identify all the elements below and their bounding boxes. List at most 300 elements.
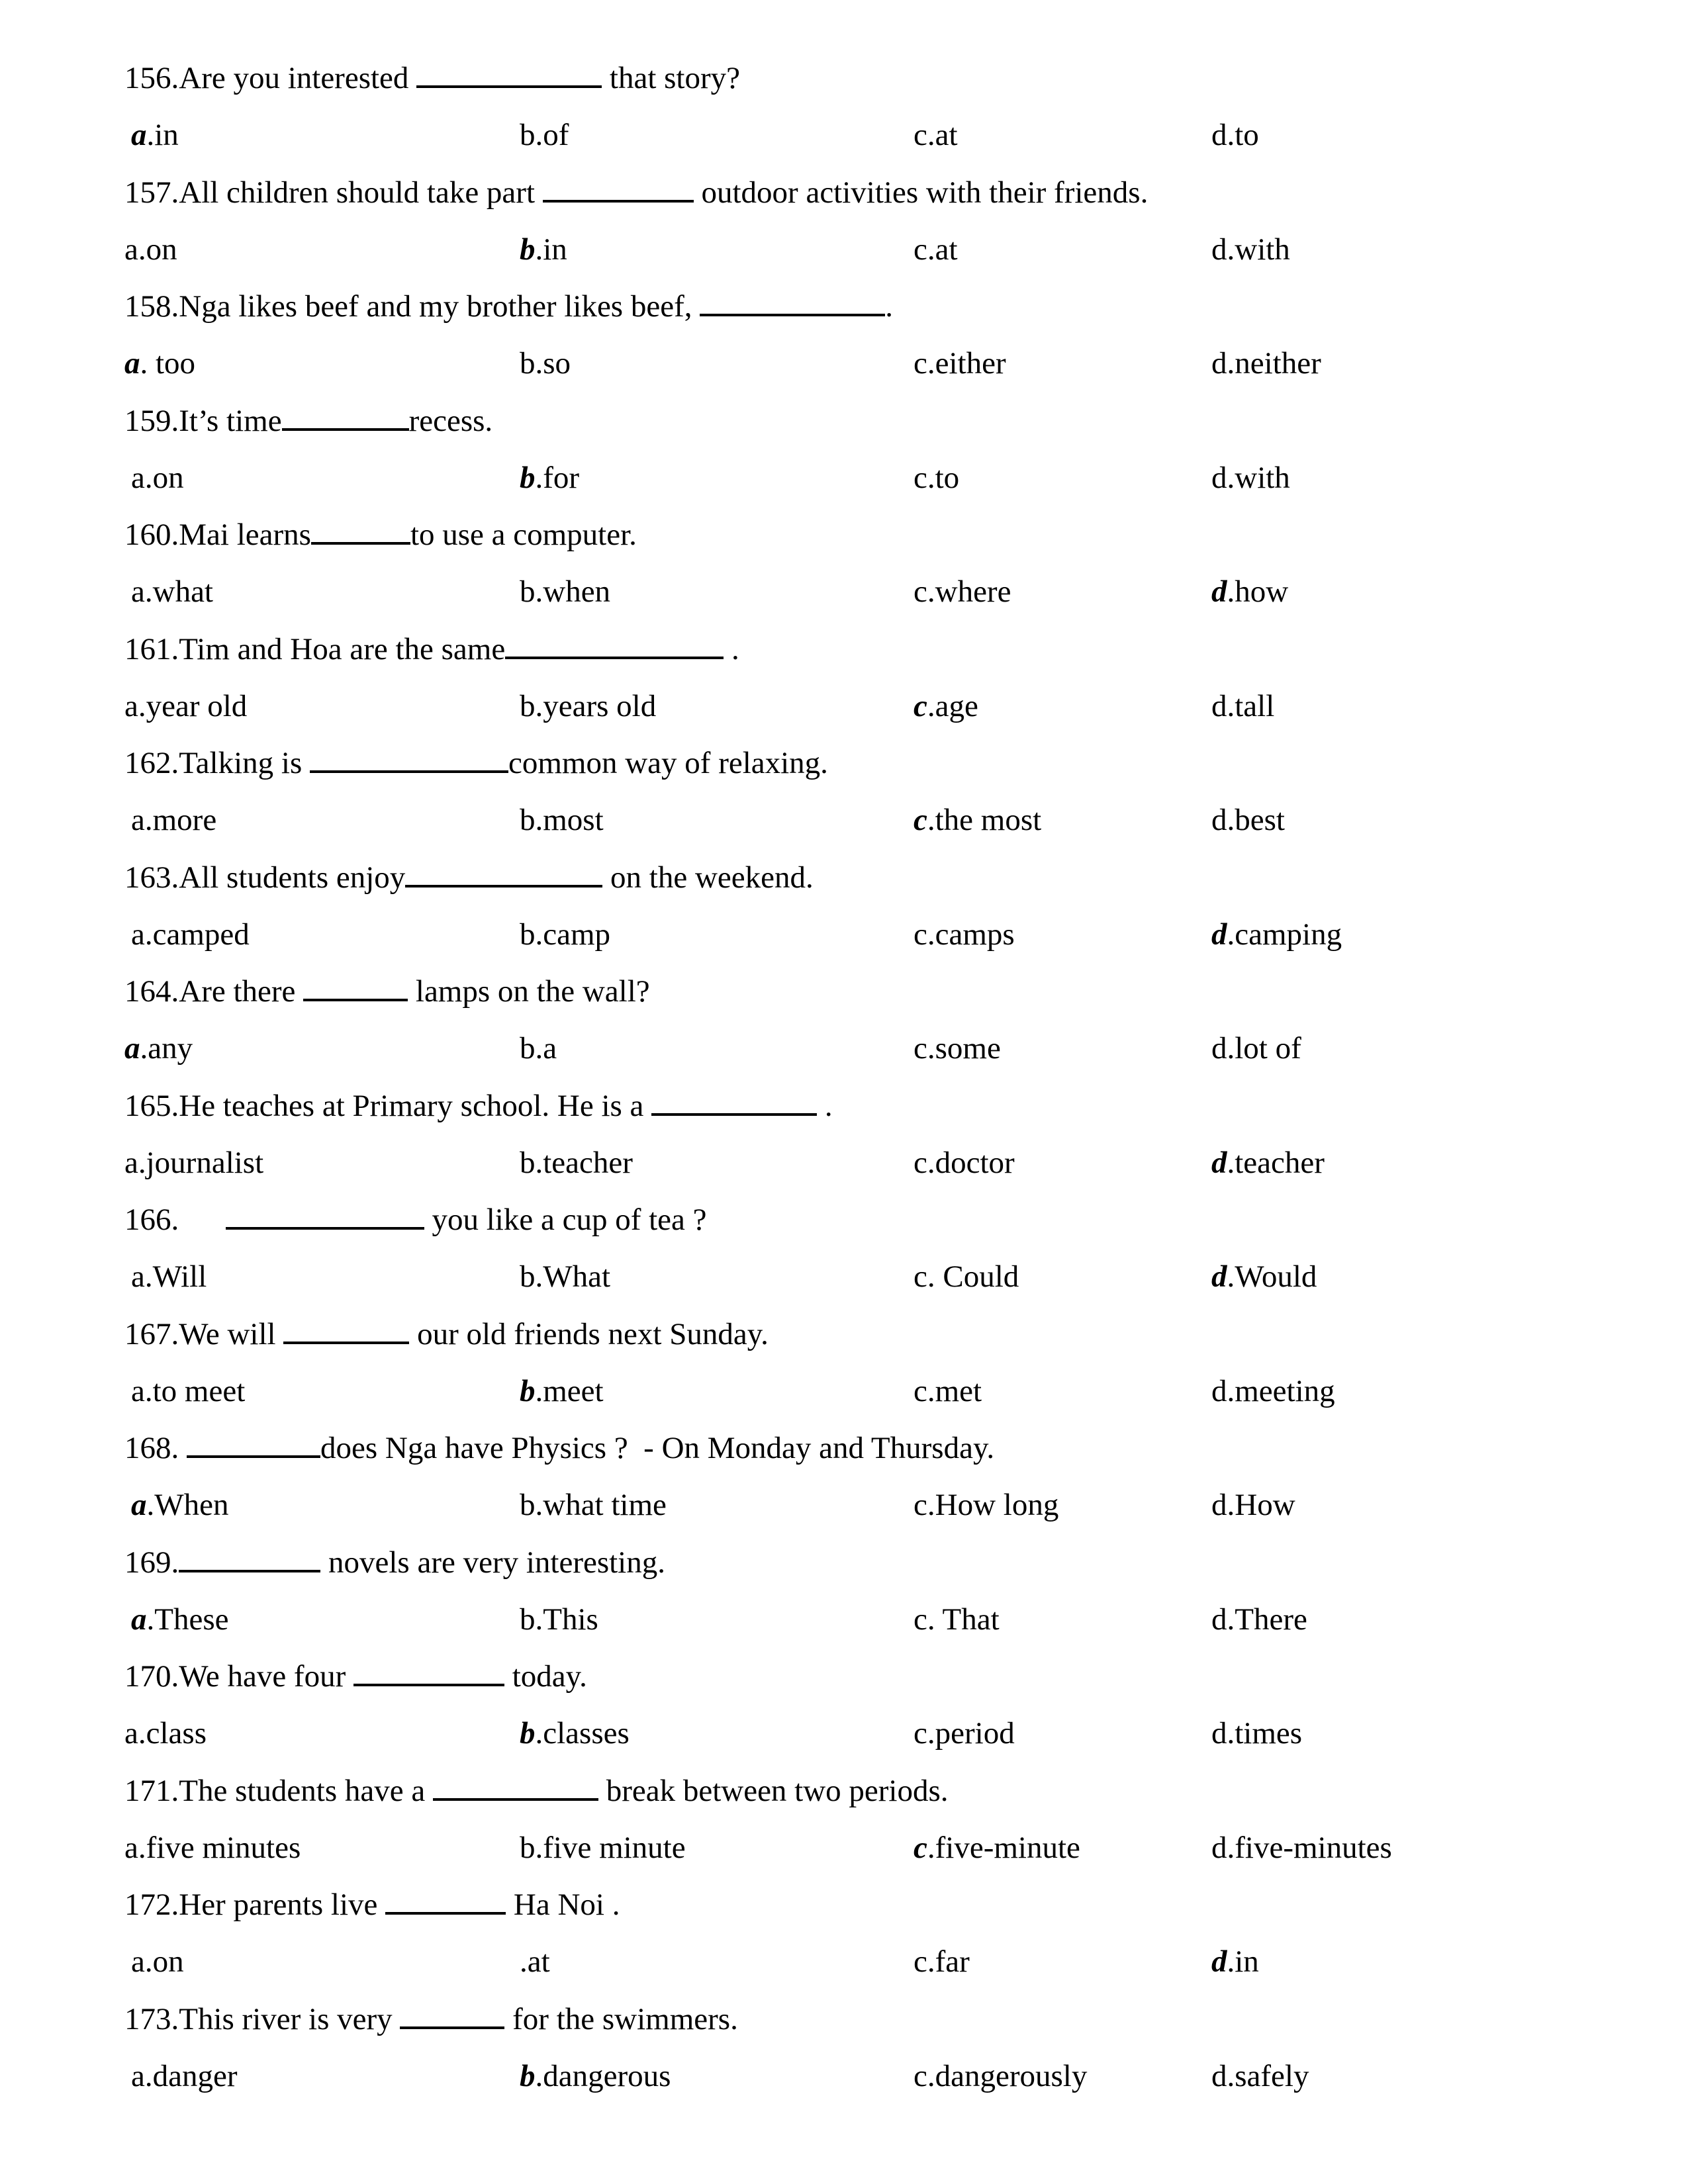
option-text: .dangerously [927,2058,1088,2093]
option-letter: c [914,1031,927,1066]
option-text: .Would [1227,1259,1317,1294]
question-text: 173.This river is very [124,2001,400,2036]
answer-option [131,451,184,504]
option-letter: a [124,1716,138,1751]
answer-blank [505,631,724,659]
question-text: 157.All children should take part [124,175,543,210]
option-text: .so [535,346,571,381]
answer-option [1211,1479,1295,1531]
option-letter: a [124,1145,138,1180]
option-letter: c [914,232,927,267]
option-text: .the most [927,803,1042,837]
answer-option [914,794,1041,846]
question-stem [124,1650,587,1703]
option-text: .These [146,1602,229,1637]
option-text: .at [520,1944,550,1979]
option-letter: d [1211,688,1227,723]
question-stem [124,166,1148,219]
option-text: .camped [144,917,250,952]
question-text: . [724,631,739,666]
answer-option [520,2050,671,2103]
option-text: .to [927,460,960,495]
question-text: outdoor activities with their friends. [693,175,1149,210]
question-text: our old friends next Sunday. [409,1316,769,1351]
correct-option-letter: c [914,688,927,723]
option-letter: a [131,1259,145,1294]
answer-option [520,680,656,733]
answer-option [914,1250,1019,1303]
option-text: .to meet [144,1373,246,1408]
question-stem [124,1308,769,1361]
option-letter: a [131,460,145,495]
option-letter: c [914,2058,927,2093]
answer-option [1211,223,1290,276]
option-text: .Will [144,1259,207,1294]
answer-option [124,337,195,390]
question-text: to use a computer. [410,518,637,552]
option-letter: d [1211,1031,1227,1066]
answer-option [131,1593,228,1646]
option-letter: a [124,688,138,723]
option-letter: b [520,1830,536,1865]
question-text: 161.Tim and Hoa are the same [124,631,506,666]
answer-blank [405,860,602,887]
options-row [0,794,1688,846]
option-letter: a [124,1830,138,1865]
answer-option [914,1022,1001,1075]
answer-blank [179,1545,320,1572]
question-text: 165.He teaches at Primary school. He is a [124,1088,652,1123]
answer-blank [303,974,408,1001]
option-text: .of [535,118,569,152]
answer-blank [226,1202,424,1230]
option-text: .camp [535,917,611,952]
option-text: .more [144,803,217,837]
option-text: .on [144,1944,184,1979]
option-text: .with [1227,232,1290,267]
answer-option [914,1935,970,1988]
option-text: .at [927,232,958,267]
option-text: .What [535,1259,611,1294]
answer-option [520,337,571,390]
option-letter: c [914,1373,927,1408]
option-text: .far [927,1944,970,1979]
correct-option-letter: a [131,1488,147,1522]
option-letter: d [1211,460,1227,495]
correct-option-letter: d [1211,1145,1227,1180]
option-letter: c [914,1259,927,1294]
answer-blank [700,289,885,316]
option-text: . too [140,346,196,381]
answer-blank [353,1659,504,1686]
question-stem [124,1193,707,1246]
answer-option [131,1479,228,1531]
correct-option-letter: b [520,2058,536,2093]
option-text: .journalist [138,1145,264,1180]
options-row [0,337,1688,390]
answer-option [520,1250,610,1303]
correct-option-letter: d [1211,574,1227,609]
question-stem [124,851,814,904]
correct-option-letter: b [520,1716,536,1751]
question-text: 163.All students enjoy [124,860,406,895]
options-row [0,451,1688,504]
answer-option [520,1365,604,1418]
question-text: 162.Talking is [124,746,310,780]
option-letter: c [914,1488,927,1522]
answer-option [914,680,978,733]
option-letter: b [520,1602,536,1637]
option-letter: c [914,118,927,152]
option-letter: d [1211,1716,1227,1751]
option-text: .five minutes [138,1830,301,1865]
option-letter: a [131,917,145,952]
question-stem [124,1536,665,1589]
options-row [0,680,1688,733]
correct-option-letter: a [131,118,147,152]
option-text: .with [1227,460,1290,495]
question-stem [124,1878,620,1931]
correct-option-letter: b [520,232,536,267]
question-text: break between two periods. [598,1773,949,1808]
option-text: .years old [535,688,657,723]
answer-option [1211,794,1285,846]
option-text: .any [140,1031,193,1066]
option-letter: d [1211,346,1227,381]
answer-blank [310,745,508,773]
answer-option [520,565,610,618]
correct-option-letter: a [124,1031,140,1066]
question-stem [124,737,828,790]
question-stem [124,394,492,447]
question-text: 168. [124,1431,187,1465]
options-row [0,1707,1688,1760]
answer-option [520,794,604,846]
correct-option-letter: d [1211,1944,1227,1979]
answer-option [131,109,179,161]
answer-option [1211,680,1274,733]
question-stem [124,1764,949,1817]
question-text: 167.We will [124,1316,284,1351]
question-stem [124,623,739,676]
option-text: .in [535,232,567,267]
option-text: .at [927,118,958,152]
answer-blank [311,517,410,545]
option-letter: a [131,2058,145,2093]
correct-option-letter: a [131,1602,147,1637]
answer-option [131,794,216,846]
answer-option [124,223,177,276]
answer-option [520,1593,598,1646]
option-letter: c [914,1944,927,1979]
option-letter: b [520,1145,536,1180]
option-text: .There [1227,1602,1307,1637]
option-letter: b [520,346,536,381]
answer-option [914,1821,1080,1874]
answer-option [131,565,213,618]
option-text: .How [1227,1488,1295,1522]
option-letter: a [131,1373,145,1408]
answer-option [914,1365,982,1418]
answer-option [914,451,959,504]
answer-blank [385,1887,506,1915]
option-letter: c [914,1602,927,1637]
question-stem [124,1422,994,1475]
option-letter: c [914,1145,927,1180]
option-letter: d [1211,1602,1227,1637]
answer-option [520,1136,633,1189]
option-letter: c [914,346,927,381]
answer-option [520,451,579,504]
option-letter: a [131,803,145,837]
option-text: . That [927,1602,1000,1637]
option-text: .for [535,460,580,495]
option-text: .When [146,1488,229,1522]
options-row [0,1022,1688,1075]
answer-blank [433,1773,598,1801]
option-text: .on [138,232,177,267]
answer-option [124,1136,263,1189]
options-row [0,1136,1688,1189]
question-text: novels are very interesting. [320,1545,665,1580]
answer-option [914,1136,1015,1189]
answer-option [1211,1707,1302,1760]
question-text: you like a cup of tea ? [424,1203,707,1237]
option-text: .a [535,1031,557,1066]
option-letter: d [1211,1488,1227,1522]
answer-blank [651,1088,817,1116]
options-row [0,1821,1688,1874]
options-row [0,1365,1688,1418]
answer-option [1211,1935,1259,1988]
option-letter: c [914,574,927,609]
question-text: on the weekend. [602,860,814,895]
answer-blank [400,2001,504,2029]
option-letter: a [131,1944,145,1979]
option-text: .camping [1227,917,1342,952]
answer-option [520,1479,667,1531]
option-letter: b [520,688,536,723]
answer-option [520,1821,686,1874]
question-text: Ha Noi . [506,1888,620,1922]
question-text: 158.Nga likes beef and my brother likes beef, [124,289,700,324]
options-row [0,109,1688,161]
answer-option [131,2050,238,2103]
option-text: .most [535,803,604,837]
answer-option [914,1593,1000,1646]
options-row [0,1593,1688,1646]
option-text: .five-minute [927,1830,1080,1865]
option-text: .in [146,118,179,152]
answer-option [520,1022,557,1075]
options-row [0,1479,1688,1531]
question-text: 172.Her parents live [124,1888,386,1922]
option-letter: c [914,460,927,495]
answer-option [1211,908,1342,961]
option-text: .lot of [1227,1031,1301,1066]
answer-option [914,565,1011,618]
answer-blank [543,175,694,203]
answer-option [520,908,610,961]
option-letter: b [520,574,536,609]
option-text: .This [535,1602,598,1637]
option-text: .meeting [1227,1373,1335,1408]
option-text: .how [1227,574,1289,609]
answer-option [1211,1136,1325,1189]
answer-option [131,1935,184,1988]
question-text: 170.We have four [124,1659,353,1694]
question-text: 166. [124,1203,226,1237]
question-stem [124,52,740,105]
option-letter: b [520,1488,536,1522]
question-stem [124,965,650,1018]
question-stem [124,1079,833,1132]
question-text: recess. [408,403,493,438]
option-text: .in [1227,1944,1259,1979]
options-row [0,1250,1688,1303]
option-letter: d [1211,1830,1227,1865]
option-text: .year old [138,688,248,723]
option-text: .neither [1227,346,1321,381]
question-text: 164.Are there [124,974,304,1009]
answer-option [914,2050,1087,2103]
option-text: .what time [535,1488,667,1522]
option-letter: d [1211,2058,1227,2093]
option-text: .dangerous [535,2058,671,2093]
answer-option [124,1821,301,1874]
question-text: lamps on the wall? [408,974,650,1009]
answer-option [520,1707,630,1760]
option-text: .camps [927,917,1015,952]
answer-option [914,109,958,161]
answer-option [1211,1821,1392,1874]
options-row [0,908,1688,961]
option-letter: d [1211,118,1227,152]
option-text: .where [927,574,1011,609]
option-text: .danger [144,2058,238,2093]
answer-option [131,908,250,961]
options-row [0,223,1688,276]
option-text: .safely [1227,2058,1309,2093]
answer-option [131,1365,245,1418]
answer-option [1211,1250,1317,1303]
question-stem [124,1993,738,2046]
option-text: .met [927,1373,982,1408]
answer-blank [283,1316,409,1344]
answer-blank [416,60,602,88]
option-letter: d [1211,803,1227,837]
options-row [0,2050,1688,2103]
option-letter: b [520,1031,536,1066]
answer-option [520,109,569,161]
answer-option [1211,1593,1307,1646]
answer-option [914,1707,1015,1760]
option-letter: b [520,118,536,152]
answer-blank [282,403,409,431]
answer-option [1211,451,1290,504]
correct-option-letter: b [520,1373,536,1408]
question-stem [124,508,637,561]
answer-option [914,1479,1058,1531]
option-text: .what [144,574,213,609]
option-text: .class [138,1716,207,1751]
question-text: does Nga have Physics ? - On Monday and Thursday. [320,1431,995,1465]
option-text: .How long [927,1488,1059,1522]
answer-option [124,1707,207,1760]
options-row [0,565,1688,618]
option-text: .doctor [927,1145,1015,1180]
answer-option [914,337,1006,390]
option-text: .times [1227,1716,1303,1751]
option-text: .meet [535,1373,604,1408]
answer-option [1211,1365,1335,1418]
answer-option [1211,1022,1301,1075]
question-text: 160.Mai learns [124,518,311,552]
answer-option [124,680,247,733]
option-text: .age [927,688,978,723]
option-letter: a [131,574,145,609]
question-text: 156.Are you interested [124,61,417,95]
option-text: .teacher [1227,1145,1325,1180]
options-row [0,1935,1688,1988]
option-text: .tall [1227,688,1275,723]
option-letter: c [914,917,927,952]
question-text: 159.It’s time [124,403,282,438]
question-text: that story? [602,61,740,95]
answer-option [1211,109,1259,161]
answer-option [914,223,958,276]
question-stem [124,280,893,333]
option-text: .best [1227,803,1285,837]
option-text: .teacher [535,1145,633,1180]
option-text: .to [1227,118,1259,152]
question-text: 171.The students have a [124,1773,433,1808]
option-letter: d [1211,232,1227,267]
option-letter: b [520,803,536,837]
question-text: 169. [124,1545,179,1580]
answer-option [131,1250,207,1303]
option-text: .some [927,1031,1001,1066]
option-letter: b [520,1259,536,1294]
option-text: .five minute [535,1830,686,1865]
correct-option-letter: a [124,346,140,381]
option-text: .on [144,460,184,495]
option-text: . Could [927,1259,1019,1294]
answer-option [124,1022,193,1075]
correct-option-letter: b [520,460,536,495]
question-text: for the swimmers. [504,2001,738,2036]
answer-option [1211,337,1321,390]
option-text: .five-minutes [1227,1830,1392,1865]
question-text: common way of relaxing. [508,746,828,780]
answer-option [520,1935,550,1988]
answer-option [914,908,1015,961]
option-letter: b [520,917,536,952]
answer-option [1211,565,1288,618]
question-text: . [817,1088,833,1123]
option-letter: d [1211,1373,1227,1408]
correct-option-letter: d [1211,1259,1227,1294]
correct-option-letter: c [914,803,927,837]
question-text: today. [504,1659,587,1694]
correct-option-letter: d [1211,917,1227,952]
option-text: .period [927,1716,1015,1751]
question-text: . [885,289,893,324]
option-text: .when [535,574,611,609]
correct-option-letter: c [914,1830,927,1865]
option-text: .either [927,346,1006,381]
option-text: .classes [535,1716,630,1751]
